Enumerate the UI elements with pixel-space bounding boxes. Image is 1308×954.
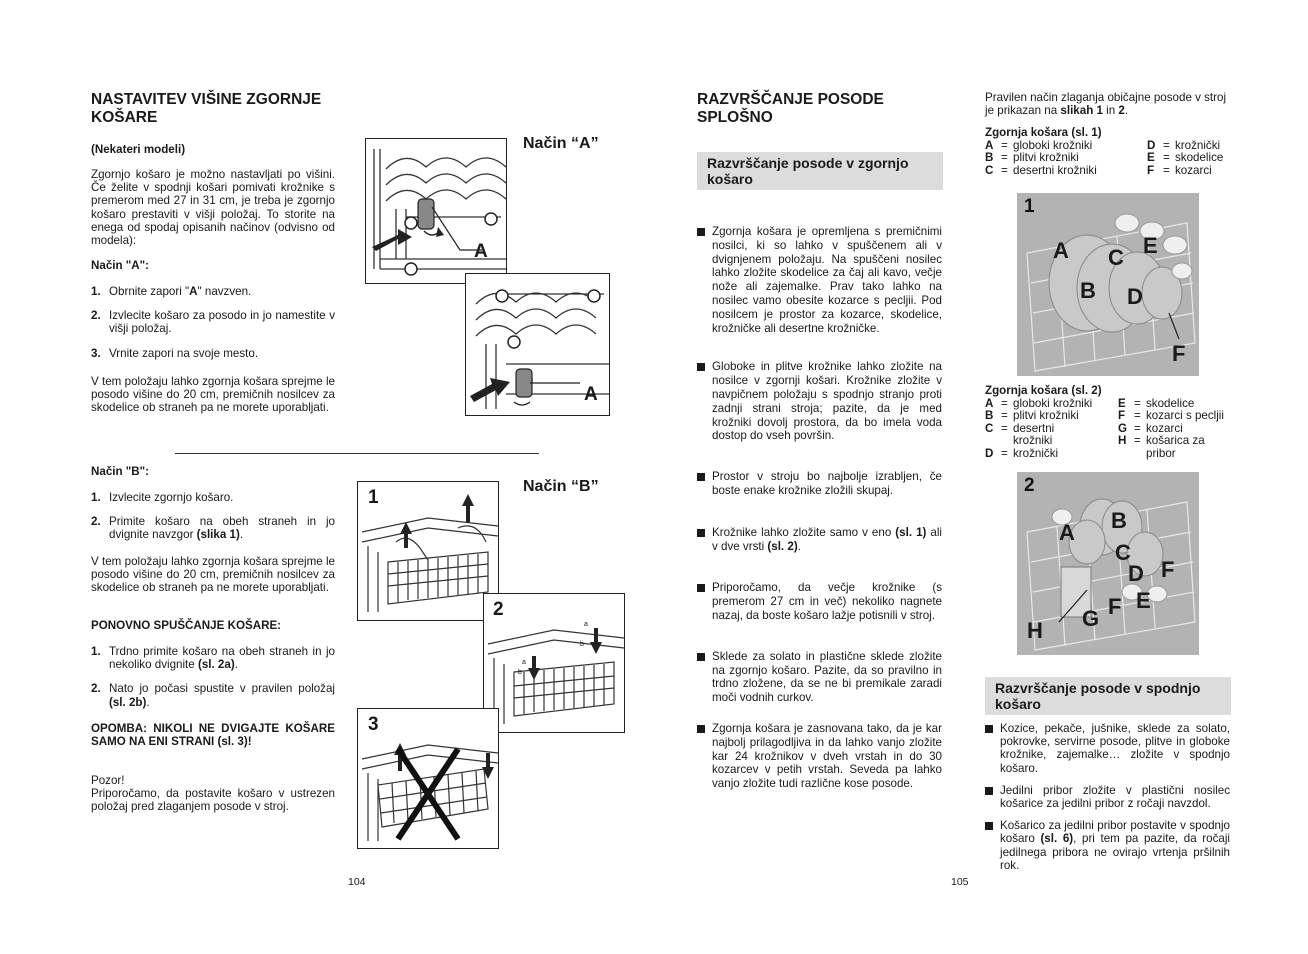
legend-figure-1: Zgornja košara (sl. 1) A = globoki krožniki B = plitvi krožniki C = desertni krožniki D = krožnički E = skodelice F = kozarci	[985, 126, 1224, 177]
wrong-lift-illustration	[358, 709, 499, 849]
photo-2-label-f2: F	[1108, 594, 1122, 619]
lift-basket-illustration	[358, 482, 499, 621]
step-mark-b: b	[518, 669, 522, 676]
method-a-letter-top: A	[474, 241, 488, 262]
lower-basket-illustration	[484, 594, 625, 733]
method-b-steps	[91, 491, 335, 542]
photo-2-label-d: D	[1128, 561, 1144, 586]
bullet-square-icon	[697, 473, 705, 481]
method-b-note: V tem položaju lahko zgornja košara sprejme le posodo višine do 20 cm, premičnih nosilcev za skodelice ob straneh pa ne morete uporabljati.	[91, 555, 335, 595]
bullet-square-icon	[985, 787, 993, 795]
upper-basket-bullets	[697, 225, 942, 791]
warning-note: OPOMBA: NIKOLI NE DVIGAJTE KOŠARE SAMO NA ENI STRANI (sl. 3)!	[91, 722, 335, 749]
lowering-heading: PONOVNO SPUŠČANJE KOŠARE:	[91, 619, 282, 632]
photo-2-label-b: B	[1111, 508, 1127, 533]
upper-basket-photo-2	[1017, 472, 1199, 655]
method-b-figure-2	[483, 593, 625, 733]
arrow-up-icon	[462, 494, 474, 522]
photo-1-label-b: B	[1080, 278, 1096, 303]
bullet-item: Priporočamo, da večje krožnike (s premerom 27 cm in več) nekoliko nagnete nazaj, da boste košaro lažje potisnili v stroj.	[697, 581, 942, 622]
photo-2-label-g: G	[1082, 606, 1100, 631]
photo-2-label-f: F	[1161, 557, 1175, 582]
bullet-square-icon	[697, 653, 705, 661]
callout-line-bottom	[530, 380, 585, 392]
photo-2-label-e: E	[1136, 588, 1151, 613]
bullet-item: Kozice, pekače, jušnike, sklede za solato, pokrovke, servirne posode, plitve in globoke krožnike, zajemalke… zložite v spodnjo košaro.	[985, 722, 1230, 775]
right-page-title: RAZVRŠČANJE POSODE SPLOŠNO	[697, 91, 884, 126]
intro-paragraph: Zgornjo košaro je možno nastavljati po višini. Če želite v spodnji košari pomivati krožnike s premerom med 27 in 31 cm, je treba je zgornjo košaro prestaviti v višji položaj. To storite na enega od spodaj opisanih načinov (odvisno od modela):	[91, 168, 335, 248]
bullet-square-icon	[697, 228, 705, 236]
arrow-up-icon	[400, 522, 412, 548]
upper-basket-band: Razvrščanje posode v zgornjo košaro	[697, 152, 943, 190]
bullet-square-icon	[985, 725, 993, 733]
photo-1-label-a: A	[1053, 238, 1069, 263]
bullet-item: Sklede za solato in plastične sklede zložite na zgornjo košaro. Pazite, da so pravilno in trdno zložene, da se ne bi premikale zaradi moči vodnih curkov.	[697, 650, 942, 705]
bullet-item: Globoke in plitve krožnike lahko zložite na nosilce v zgornji košari. Krožnike zložite v navpičnem položaju s spodnjo stranjo proti zadnji strani stroja; pazite, da je med krožniki dovolj prostora, da bo imela voda dostop do vseh površin.	[697, 360, 942, 443]
bullet-item: Zgornja košara je zasnovana tako, da je kar najbolj prilagodljiva in da lahko vanjo zložite kar 24 krožnikov v dveh vrstah in do 30 kozarcev v petih vrstah. Seveda pa lahko vanjo zložite tudi različne kose posode.	[697, 722, 942, 791]
section-divider	[175, 453, 539, 454]
right-intro: Pravilen način zlaganja običajne posode v stroj je prikazan na slikah 1 in 2.	[985, 91, 1227, 118]
lowering-step-1: 1. Trdno primite košaro na obeh straneh in jo nekoliko dvignite (sl. 2a).	[91, 645, 335, 672]
photo-2-label-c: C	[1115, 540, 1131, 565]
method-a-steps	[91, 285, 335, 360]
arrow-right-icon	[470, 378, 510, 402]
method-b-step-1: 1. Izvlecite zgornjo košaro.	[91, 491, 234, 504]
photo-2-number: 2	[1024, 475, 1035, 496]
step-mark-a: a	[522, 659, 526, 666]
caution-block: Pozor! Priporočamo, da postavite košaro v ustrezen položaj pred zlaganjem posode v stroj.	[91, 774, 335, 814]
figure-number-1: 1	[368, 487, 379, 508]
photo-1-number: 1	[1024, 196, 1035, 217]
method-b-step-2: 2. Primite košaro na obeh straneh in jo dvignite navzgor (slika 1).	[91, 515, 335, 542]
page-number-right: 105	[951, 876, 969, 888]
bullet-item: Jedilni pribor zložite v plastični nosilec košarice za jedilni pribor z ročaji navzdol.	[985, 784, 1230, 810]
lower-basket-band: Razvrščanje posode v spodnjo košaro	[985, 677, 1231, 715]
method-a-step-3: 3. Vrnite zapori na svoje mesto.	[91, 346, 259, 360]
photo-1-label-f: F	[1172, 341, 1186, 366]
method-a-letter-bottom: A	[584, 384, 598, 405]
bullet-square-icon	[697, 584, 705, 592]
method-a-label: Način “A”	[523, 135, 599, 152]
figure-number-3: 3	[368, 714, 379, 735]
bullet-square-icon	[697, 363, 705, 371]
bullet-item: Krožnike lahko zložite samo v eno (sl. 1) ali v dve vrsti (sl. 2).	[697, 526, 942, 554]
lower-basket-bullets	[985, 722, 1230, 872]
left-page-title: NASTAVITEV VIŠINE ZGORNJE KOŠARE	[91, 91, 322, 126]
step-mark-a: a	[584, 621, 588, 628]
upper-basket-photo-1	[1017, 193, 1199, 376]
bullet-item: Košarico za jedilni pribor postavite v spodnjo košaro (sl. 6), pri tem pa pazite, da ročaji jedilnega pribora ne ovirajo vrtenja pršilnih rok.	[985, 819, 1230, 872]
method-a-step-1: 1. Obrnite zapori "A" navzven.	[91, 285, 252, 298]
page-number-left: 104	[348, 876, 366, 888]
photo-2-label-a: A	[1059, 520, 1075, 545]
arrow-down-icon	[482, 753, 494, 779]
lowering-steps	[91, 645, 335, 709]
method-b-heading: Način "B":	[91, 465, 150, 478]
arrow-down-icon	[528, 656, 540, 680]
callout-line-top	[430, 205, 485, 255]
bullet-square-icon	[697, 725, 705, 733]
figure-number-2: 2	[493, 599, 504, 620]
bullet-item: Zgornja košara je opremljena s premičnimi nosilci, ki so lahko v spuščenem ali v dvignjenem položaju. Na spuščeni nosilec lahko zložite skodelice za čaj ali kavo, večje nože ali zajemalke. Prav tako lahko na nosilec vamo obesite kozarce s pecljii. Pod nosilcem je prostor za kozarce, skodelice, krožničke ali desertne krožničke.	[697, 225, 942, 335]
photo-1-label-c: C	[1108, 245, 1124, 270]
method-a-heading: Način "A":	[91, 259, 150, 272]
photo-1-label-d: D	[1127, 284, 1143, 309]
step-mark-b: b	[580, 641, 584, 648]
lowering-step-2: 2. Nato jo počasi spustite v pravilen položaj (sl. 2b).	[91, 682, 335, 709]
bullet-item: Prostor v stroju bo najbolje izrabljen, če boste enake krožnike zložili skupaj.	[697, 470, 942, 498]
photo-2-label-h: H	[1027, 618, 1043, 643]
method-a-note: V tem položaju lahko zgornja košara sprejme le posodo višine do 20 cm, premičnih nosilcev za skodelice ob straneh pa ne morete uporabljati.	[91, 375, 335, 415]
photo-1-label-e: E	[1143, 233, 1158, 258]
arrow-down-icon	[590, 628, 602, 654]
method-b-label: Način “B”	[523, 478, 599, 495]
bullet-square-icon	[985, 822, 993, 830]
bullet-square-icon	[697, 529, 705, 537]
method-a-step-2: 2. Izvlecite košaro za posodo in jo namestite v višji položaj.	[91, 309, 335, 336]
left-subtitle: (Nekateri modeli)	[91, 143, 186, 156]
legend-figure-2: Zgornja košara (sl. 2) A = globoki krožniki B = plitvi krožniki C = desertni krožniki D = krožnički E = skodelice F = kozarci s pecljii G = kozarci H = košarica za pribor	[985, 384, 1224, 460]
